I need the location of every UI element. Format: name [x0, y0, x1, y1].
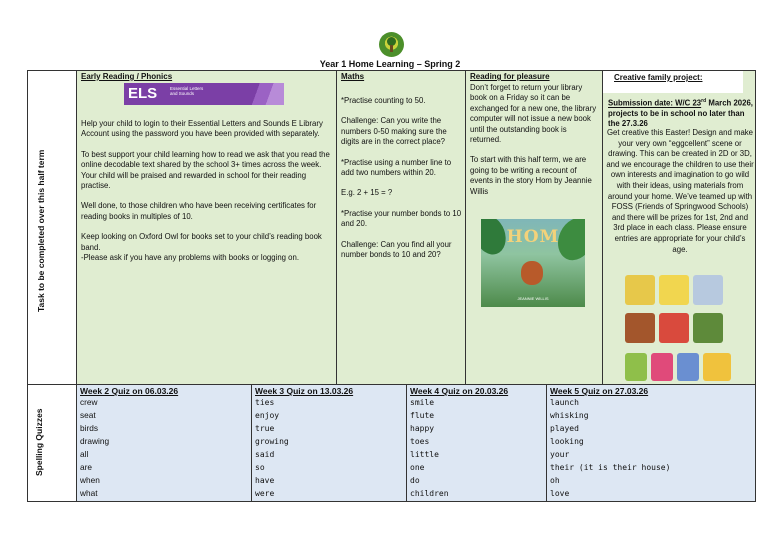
submission-sup: rd [701, 98, 707, 104]
reading-p4b: -Please ask if you have any problems with books or logging on. [81, 253, 300, 263]
task-row-label: Task to be completed over this half term [36, 149, 46, 312]
els-logo-text: ELS [128, 85, 158, 102]
reading-p4a: Keep looking on Oxford Owl for books set to your child’s reading book band. [81, 232, 322, 252]
reading-p3: Well done, to those children who have been receiving certificates for reading books in multiples of 10. [81, 201, 317, 221]
quiz-word: oh [550, 476, 560, 485]
quiz-word: crew [80, 397, 98, 407]
quiz-title: Week 5 Quiz on 27.03.26 [550, 386, 649, 396]
submission-label: Submission date: W/C 23 [608, 98, 702, 108]
pleasure-heading: Reading for pleasure [470, 72, 550, 81]
maths-p5: *Practise your number bonds to 10 and 20. [341, 208, 462, 229]
quiz-word: your [550, 450, 570, 459]
reading-text [81, 119, 333, 273]
quiz-week-4 [410, 386, 508, 500]
submission-rest: March 2026, projects to be in school no later than the 27.3.26 [608, 98, 753, 128]
page-title: Year 1 Home Learning – Spring 2 [319, 59, 461, 69]
quiz-word: drawing [80, 436, 110, 446]
maths-p2: Challenge: Can you write the numbers 0-50 making sure the digits are in the correct place? [341, 116, 447, 147]
quiz-word: said [255, 450, 275, 459]
quiz-word: played [550, 424, 579, 433]
easter-crafts-photos [625, 275, 737, 383]
pleasure-p1: Don’t forget to return your library book on a Friday so it can be exchanged for a new one, the library computer will not issue a new book until the outstanding book is returned. [470, 83, 597, 145]
reading-p2: To best support your child learning how to read we ask that you read the online decodable text shared by the school 3+ times across the week. Your child will be praised and rewarded in school for their reading practise. [81, 149, 330, 191]
quiz-week-3 [255, 386, 353, 500]
task-row-label-cell [27, 70, 77, 385]
maths-p4: E.g. 2 + 15 = ? [341, 188, 393, 198]
quiz-word: love [550, 489, 570, 498]
pleasure-text [470, 83, 600, 207]
creative-submission [608, 96, 753, 129]
quiz-word: smile [410, 398, 435, 407]
quiz-week-2 [80, 386, 178, 500]
quiz-word: their (it is their house) [550, 463, 671, 472]
maths-p6: Challenge: Can you find all your number bonds to 10 and 20? [341, 239, 452, 260]
els-logo-subtext: Essential Letters and Sounds [170, 86, 204, 96]
maths-p1: *Practise counting to 50. [341, 96, 426, 105]
school-logo-icon [379, 32, 404, 57]
quiz-word: all [80, 449, 89, 459]
maths-text [341, 96, 463, 270]
quiz-word: are [80, 462, 92, 472]
quiz-word: looking [550, 437, 584, 446]
reading-heading: Early Reading / Phonics [81, 72, 173, 81]
quiz-word: happy [410, 424, 435, 433]
quiz-word: when [80, 475, 100, 485]
quiz-word: growing [255, 437, 289, 446]
quiz-word: seat [80, 410, 96, 420]
quiz-word: toes [410, 437, 430, 446]
quiz-word: do [410, 476, 420, 485]
book-title: HOM [506, 227, 560, 247]
quiz-title: Week 3 Quiz on 13.03.26 [255, 386, 354, 396]
creative-body: Get creative this Easter! Design and make your very own “eggcellent” scene or drawing. This can be created in 2D or 3D, and we encourage the children to use their own interests and imagination to go wild with their ideas, using materials from around your home. We’ve teamed up with FOSS (Friends of Springwood Schools) and there will be prizes for 1st, 2nd and 3rd place in each class. Please ensure entries are appropriate for your child’s age. [606, 128, 754, 254]
quiz-row-label: Spelling Quizzes [34, 408, 44, 476]
quiz-word: true [255, 424, 275, 433]
maths-heading: Maths [341, 72, 365, 81]
quiz-title: Week 2 Quiz on 06.03.26 [80, 386, 179, 396]
creative-heading: Creative family project: [614, 73, 703, 82]
quiz-word: launch [550, 398, 579, 407]
pleasure-p2: To start with this half term, we are going to be writing a recount of events in the story Hom by Jeannie Willis [470, 155, 592, 196]
quiz-word: flute [410, 411, 435, 420]
book-author: JEANNIE WILLIS [517, 296, 549, 301]
hom-book-cover [481, 219, 585, 307]
maths-p3: *Practise using a number line to add two numbers within 20. [341, 157, 452, 178]
quiz-word: have [255, 476, 275, 485]
quiz-word: what [80, 488, 98, 498]
quiz-word: enjoy [255, 411, 280, 420]
quiz-word: ties [255, 398, 275, 407]
quiz-word: little [410, 450, 439, 459]
quiz-word: so [255, 463, 265, 472]
reading-p1: Help your child to login to their Essential Letters and Sounds E Library Account using the password you have been provided with separately. [81, 119, 323, 139]
quiz-word: one [410, 463, 425, 472]
quiz-title: Week 4 Quiz on 20.03.26 [410, 386, 509, 396]
quiz-word: birds [80, 423, 98, 433]
quiz-word: were [255, 489, 275, 498]
quiz-word: whisking [550, 411, 589, 420]
els-logo [124, 83, 284, 105]
quiz-word: children [410, 489, 449, 498]
quiz-week-5 [550, 386, 670, 500]
